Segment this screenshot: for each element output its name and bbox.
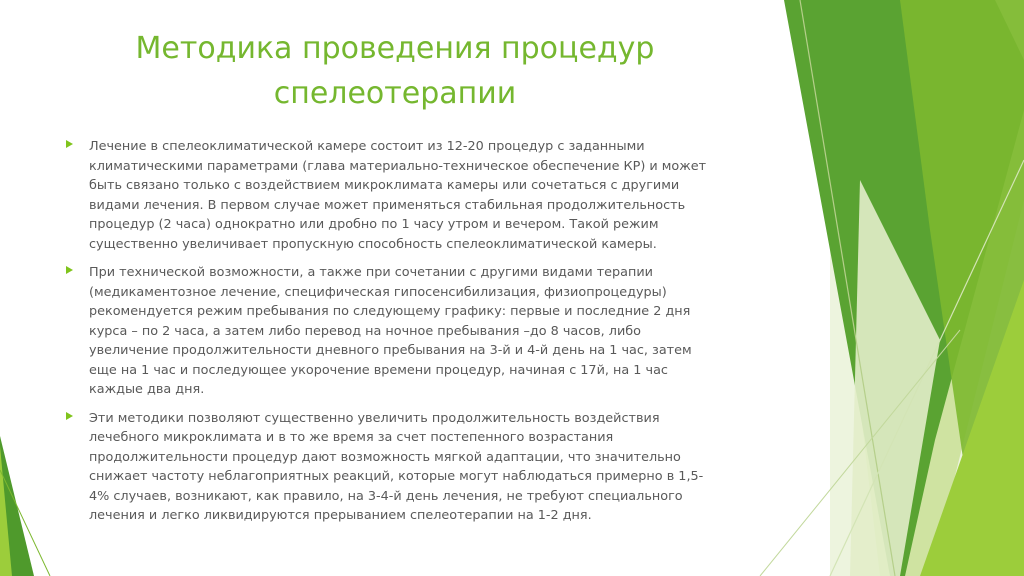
bullet-line: видами лечения. В первом случае может применяться стабильная продолжительность	[89, 197, 686, 213]
bullet-line: еще на 1 час и последующее укорочение времени процедур, начиная с 17й, на 1 час	[89, 362, 668, 378]
bullet-line: лечебного микроклимата и в то же время за счет постепенного возрастания	[89, 430, 614, 445]
bullet-line: климатическими параметрами (глава материально-техническое обеспечение КР) и может	[89, 158, 707, 174]
bullet-line: Эти методики позволяют существенно увеличить продолжительность воздействия	[89, 410, 660, 426]
bullet-line: курса – по 2 часа, а затем либо перевод на ночное пребывания –до 8 часов, либо	[89, 323, 642, 339]
bullet-triangle-icon	[66, 140, 73, 148]
bullet-line: Лечение в спелеоклиматической камере состоит из 12-20 процедур с заданными	[89, 139, 645, 154]
bullet-line: (медикаментозное лечение, специфическая гипосенсибилизация, физиопроцедуры)	[89, 284, 667, 300]
bullet-item-1	[64, 137, 774, 254]
bullet-line: 4% случаев, возникают, как правило, на 3-4-й день лечения, не требуют специального	[89, 488, 683, 504]
bullet-line: снижает частоту неблагоприятных реакций, которые могут наблюдаться примерно в 1,5-	[89, 469, 704, 484]
bullet-line: существенно увеличивает пропускную способность спелеоклиматической камеры.	[89, 236, 657, 252]
bullet-line: продолжительности процедур дают возможность мягкой адаптации, что значительно	[89, 449, 681, 465]
slide-title-line-1: Методика проведения процедур	[135, 31, 655, 66]
bullet-line: рекомендуется режим пребывания по следующему графику: первые и последние 2 дня	[89, 304, 691, 319]
bullet-triangle-icon	[66, 266, 73, 274]
bullet-line: быть связано только с воздействием микроклимата камеры или сочетаться с другими	[89, 178, 680, 193]
bullet-line: каждые два дня.	[89, 382, 205, 397]
bullet-item-2	[64, 263, 774, 400]
slide-title	[60, 26, 730, 116]
bullet-line: увеличение продолжительности дневного пребывания на 3-й и 4-й день на 1 час, затем	[89, 343, 692, 358]
slide-title-line-2: спелеотерапии	[273, 76, 517, 111]
bullet-triangle-icon	[66, 412, 73, 420]
bullet-line: лечения и легко ликвидируются прерыванием спелеотерапии на 1-2 дня.	[89, 508, 592, 523]
bullet-line: При технической возможности, а также при сочетании с другими видами терапии	[89, 265, 654, 280]
bullet-list	[64, 137, 774, 535]
bullet-item-3	[64, 409, 774, 526]
bullet-line: процедур (2 часа) однократно или дробно по 1 часу утром и вечером. Такой режим	[89, 217, 659, 232]
